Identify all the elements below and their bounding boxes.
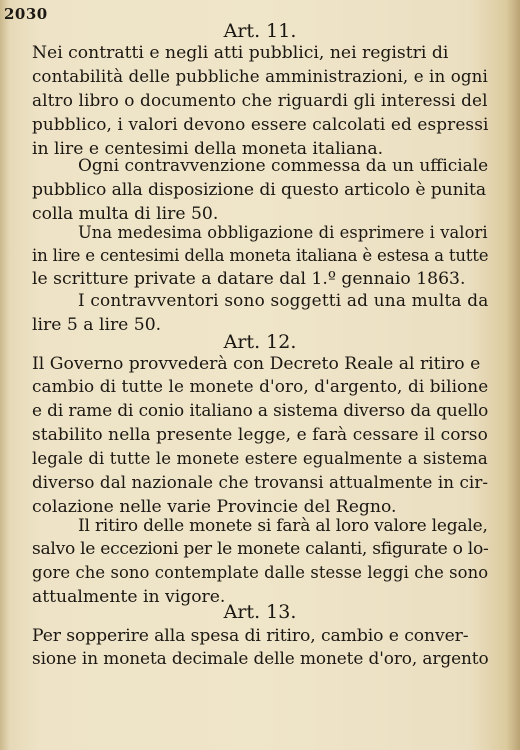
article-12-heading: Art. 12. [223,331,297,353]
text-line: e di rame di conio italiano a sistema diverso da quello [32,401,489,421]
text-line: in lire e centesimi della moneta italiana è estesa a tutte [32,246,489,266]
text-line: gore che sono contemplate dalle stesse leggi che sono [32,563,489,583]
text-line: Il Governo provvederà con Decreto Reale al ritiro e [32,354,481,374]
text-line: lire 5 a lire 50. [32,315,162,335]
text-line: Ogni contravvenzione commessa da un ufficiale [78,156,489,176]
text-line: attualmente in vigore. [32,587,226,607]
text-line: I contravventori sono soggetti ad una multa da [78,291,489,311]
text-line: pubblico alla disposizione di questo articolo è punita [32,180,486,200]
text-line: cambio di tutte le monete d'oro, d'argento, di bilione [32,377,489,397]
page-number: 2030 [4,5,48,23]
text-line: legale di tutte le monete estere egualmente a sistema [32,449,488,469]
text-line: Il ritiro delle monete si farà al loro valore legale, [78,516,488,536]
text-line: Per sopperire alla spesa di ritiro, cambio e conver- [32,626,469,646]
text-line: stabilito nella presente legge, e farà cessare il corso [32,425,488,445]
text-line: Nei contratti e negli atti pubblici, nei registri di [32,43,449,63]
text-line: altro libro o documento che riguardi gli interessi del [32,91,488,111]
text-line: pubblico, i valori devono essere calcolati ed espressi [32,115,489,135]
text-line: Una medesima obbligazione di esprimere i valori [78,223,488,243]
text-line: salvo le eccezioni per le monete calanti, sfigurate o lo- [32,539,489,559]
text-line: sione in moneta decimale delle monete d'oro, argento [32,649,489,669]
text-line: colla multa di lire 50. [32,204,219,224]
text-line: in lire e centesimi della moneta italiana. [32,139,384,159]
text-line: diverso dal nazionale che trovansi attualmente in cir- [32,473,489,493]
article-11-heading: Art. 11. [223,20,297,42]
article-13-heading: Art. 13. [223,601,297,623]
text-line: contabilità delle pubbliche amministrazioni, e in ogni [32,67,488,87]
text-line: le scritture private a datare dal 1.º gennaio 1863. [32,269,466,289]
text-line: colazione nelle varie Provincie del Regno. [32,497,397,517]
